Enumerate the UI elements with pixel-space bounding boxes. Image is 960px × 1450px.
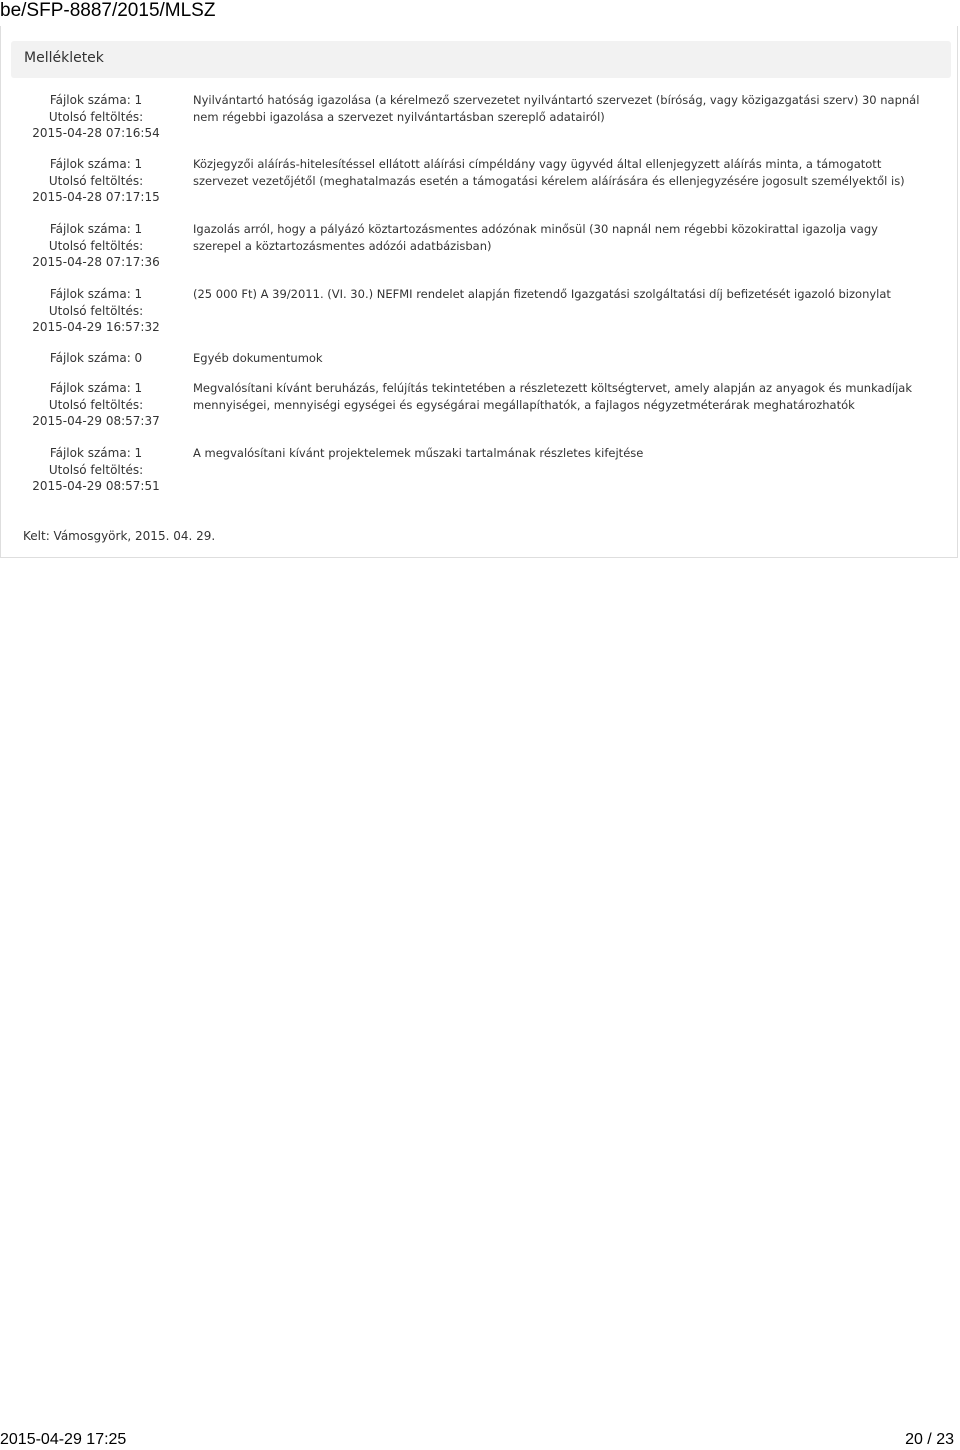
attachment-meta	[10, 286, 182, 336]
last-upload-time: 2015-04-29 08:57:37	[32, 414, 160, 429]
signature-place-date: Kelt: Vámosgyörk, 2015. 04. 29.	[23, 529, 216, 543]
file-count: Fájlok száma: 0	[49, 351, 143, 365]
last-upload-time: 2015-04-29 08:57:51	[32, 479, 160, 494]
panel-heading	[11, 41, 951, 78]
attachment-meta	[10, 92, 182, 142]
attachment-meta	[10, 445, 182, 495]
file-count: Fájlok száma: 1	[49, 222, 143, 236]
attachment-description: A megvalósítani kívánt projektelemek műszaki tartalmának részletes kifejtése	[193, 446, 644, 460]
attachment-description: Egyéb dokumentumok	[193, 351, 323, 365]
last-upload-time: 2015-04-29 16:57:32	[32, 320, 160, 335]
last-upload-label: Utolsó feltöltés:	[48, 462, 144, 477]
document-reference: be/SFP-8887/2015/MLSZ	[0, 0, 216, 21]
attachment-meta	[10, 221, 182, 271]
file-count: Fájlok száma: 1	[49, 446, 143, 460]
last-upload-label: Utolsó feltöltés:	[48, 173, 144, 188]
last-upload-time: 2015-04-28 07:16:54	[32, 126, 160, 141]
attachment-meta	[10, 156, 182, 206]
last-upload-label: Utolsó feltöltés:	[48, 303, 144, 318]
last-upload-time: 2015-04-28 07:17:36	[32, 255, 160, 270]
last-upload-label: Utolsó feltöltés:	[48, 238, 144, 253]
attachment-description: (25 000 Ft) A 39/2011. (VI. 30.) NEFMI rendelet alapján fizetendő Igazgatási szolgáltatási díj befizetését igazoló bizonylat	[193, 287, 891, 301]
panel-title: Mellékletek	[24, 50, 104, 66]
last-upload-label: Utolsó feltöltés:	[48, 109, 144, 124]
page-number: 20 / 23	[905, 1431, 954, 1448]
attachment-description: Közjegyzői aláírás-hitelesítéssel ellátott aláírási címpéldány vagy ügyvéd által ellenjegyzett aláírás minta, a támogatott szervezet vezetőjétől (meghatalmazás esetén a támogatási kérelem aláírására és ellenjegyzésére jogosult személyektől is)	[193, 157, 905, 188]
file-count: Fájlok száma: 1	[49, 157, 143, 171]
file-count: Fájlok száma: 1	[49, 93, 143, 107]
attachment-description: Nyilvántartó hatóság igazolása (a kérelmező szervezetet nyilvántartó szervezet (bíróság, vagy közigazgatási szerv) 30 napnál nem régebbi igazolása a szervezet nyilvántartásban szereplő adatairól)	[193, 93, 920, 124]
print-timestamp: 2015-04-29 17:25	[0, 1431, 127, 1448]
attachment-description: Megvalósítani kívánt beruházás, felújítás tekintetében a részletezett költségtervet, amely alapján az anyagok és munkadíjak mennyiségei, mennyiségi egységei és egységárai megállapíthatók, a fajlagos négyzetméterárak meghatározhatók	[193, 381, 912, 412]
attachment-meta	[10, 350, 182, 367]
attachment-meta	[10, 380, 182, 430]
last-upload-label: Utolsó feltöltés:	[48, 397, 144, 412]
file-count: Fájlok száma: 1	[49, 381, 143, 395]
last-upload-time: 2015-04-28 07:17:15	[32, 190, 160, 205]
attachment-description: Igazolás arról, hogy a pályázó köztartozásmentes adózónak minősül (30 napnál nem régebbi közokirattal igazolja vagy szerepel a köztartozásmentes adózói adatbázisban)	[193, 222, 878, 253]
file-count: Fájlok száma: 1	[49, 287, 143, 301]
